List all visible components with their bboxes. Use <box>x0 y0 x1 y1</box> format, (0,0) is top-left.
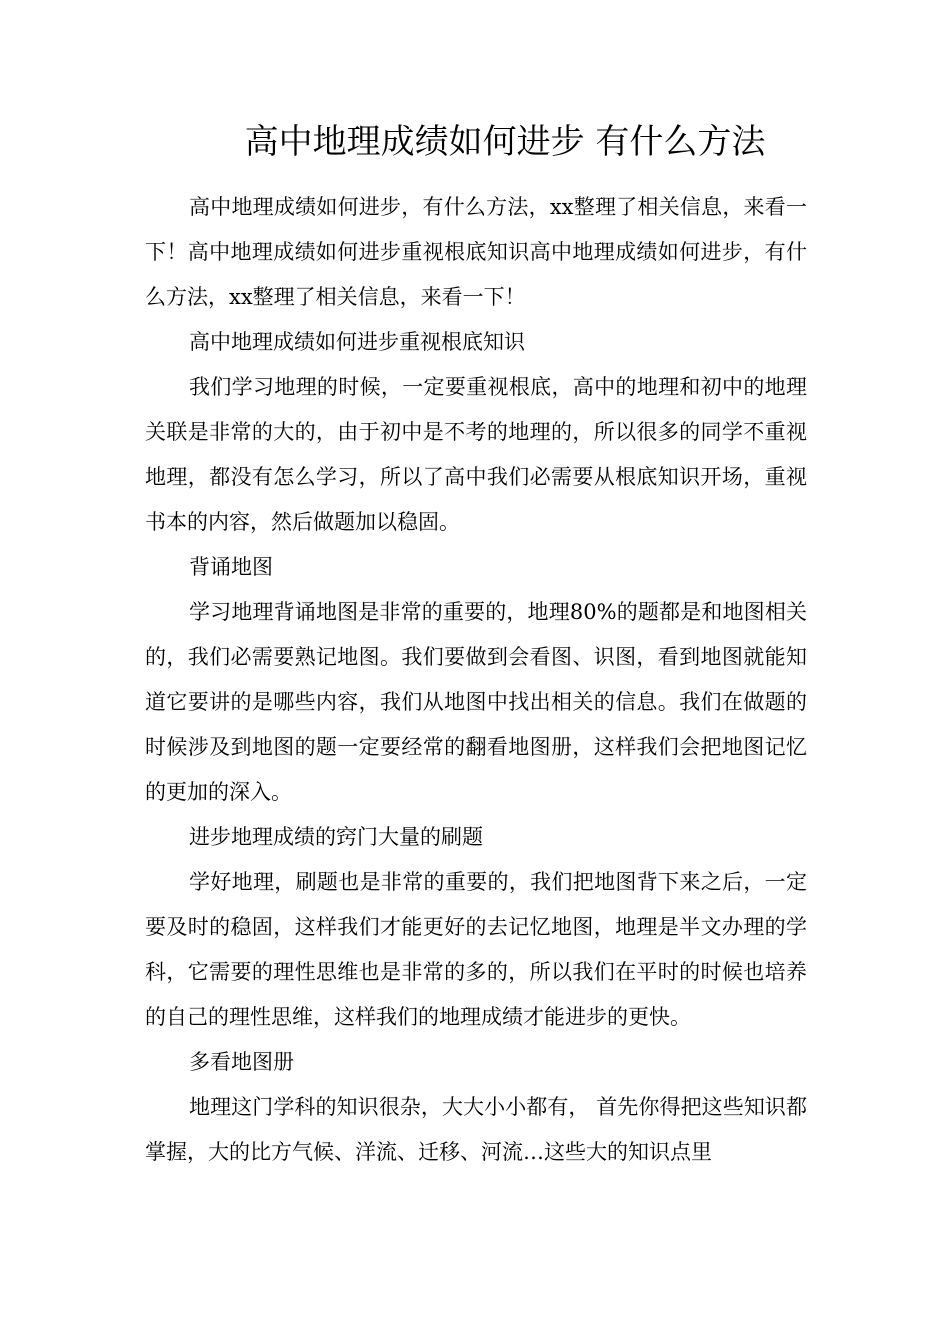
paragraph-practice: 学好地理，刷题也是非常的重要的，我们把地图背下来之后，一定要及时的稳固，这样我们才能更好的去记忆地图，地理是半文办理的学科，它需要的理性思维也是非常的多的，所以我们在平时的时候也培养的自己的理性思维，这样我们的地理成绩才能进步的更快。 <box>145 870 807 1029</box>
document-title: 高中地理成绩如何进步 有什么方法 <box>244 122 766 162</box>
paragraph-maps: 学习地理背诵地图是非常的重要的，地理80%的题都是和地图相关的，我们必需要熟记地图。我们要做到会看图、识图，看到地图就能知道它要讲的是哪些内容，我们从地图中找出相关的信息。我们在做题的时候涉及到地图的题一定要经常的翻看地图册，这样我们会把地图记忆的更加的深入。 <box>145 600 807 804</box>
document-body <box>145 185 807 1175</box>
section-heading-atlas: 多看地图册 <box>189 1050 294 1074</box>
paragraph-atlas: 地理这门学科的知识很杂，大大小小都有， 首先你得把这些知识都掌握，大的比方气候、洋流、迁移、河流…这些大的知识点里 <box>145 1095 807 1164</box>
section-heading-practice: 进步地理成绩的窍门大量的刷题 <box>189 825 483 849</box>
paragraph-intro: 高中地理成绩如何进步，有什么方法，xx整理了相关信息，来看一下！高中地理成绩如何进步重视根底知识高中地理成绩如何进步，有什么方法，xx整理了相关信息，来看一下！ <box>145 195 807 309</box>
section-heading-maps: 背诵地图 <box>189 555 273 579</box>
paragraph-basics: 我们学习地理的时候，一定要重视根底，高中的地理和初中的地理关联是非常的大的，由于初中是不考的地理的，所以很多的同学不重视地理，都没有怎么学习，所以了高中我们必需要从根底知识开场，重视书本的内容，然后做题加以稳固。 <box>145 375 807 534</box>
section-heading-basics: 高中地理成绩如何进步重视根底知识 <box>189 330 525 354</box>
